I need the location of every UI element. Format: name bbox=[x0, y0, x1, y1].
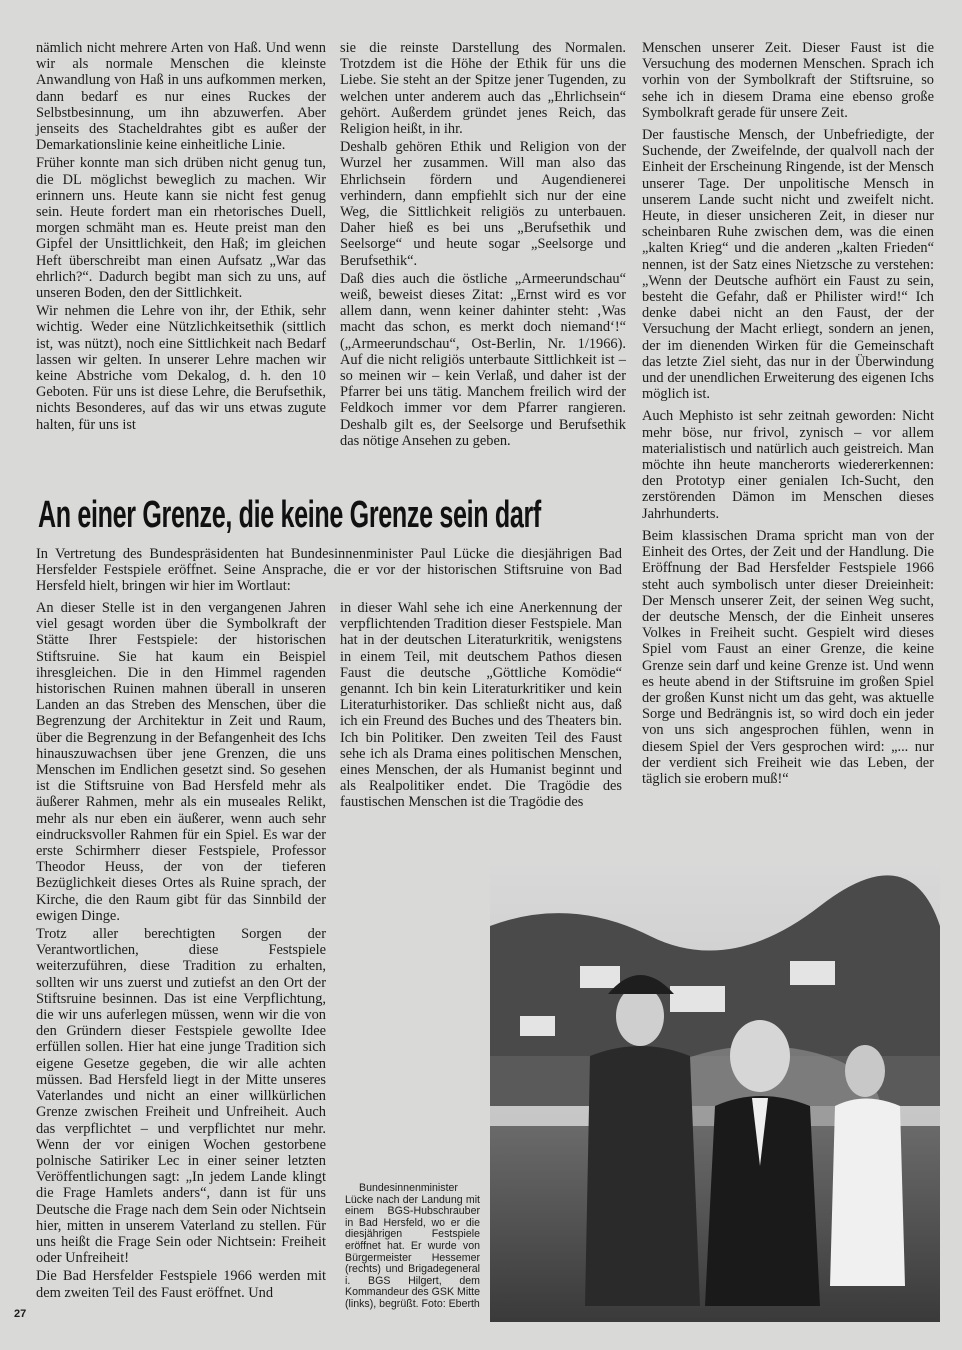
paragraph: An dieser Stelle ist in den vergangenen Jahren viel gesagt worden über die Symbolkraft der Stätte Ihrer Festspiele: der historischen Stiftsruine. Sie hat kaum ein Beispiel ihresgleichen. Die in den Himmel ragenden historischen Ruinen mahnen überall in unseren Landen an das Streben des Menschen, über die Begrenzung der Architektur in Zeit und Raum, über die Begrenzung in der Befangenheit des Ichs hinauszuwachsen über jene Grenzen, die uns Menschen im Endlichen gesetzt sind. So gesehen ist die Stiftsruine von Bad Hersfeld mehr als äußerer Rahmen, mehr als ein museales Relikt, mehr als nur eben ein äußerer, wenn auch sehr eindrucksvoller Rahmen für ein Spiel. Es war der erste Schirmherr dieser Festspiele, Professor Theodor Heuss, der von der tieferen Bezüglichkeit dieses Ortes als Ruine sprach, der Kirche, die den Raum gibt für das Sinnbild der ewigen Dinge. bbox=[36, 600, 326, 924]
paragraph: in dieser Wahl sehe ich eine Anerkennung der verpflichtenden Tradition dieser Festspiele. Man hat in der deutschen Literaturkritik, wenigstens in einem Teil, mit deutschem Pathos diesen Faust die deutsche „Göttliche Komödie“ genannt. Ich bin kein Literaturkritiker und kein Literaturhistoriker. Das schließt nicht aus, daß ich ein Freund des Buches und des Theaters bin. Ich bin Politiker. Den zweiten Teil des Faust sehe ich als Drama eines politischen Menschen, eines Menschen, der als Humanist beginnt und als Realpolitiker endet. Die Tragödie des faustischen Menschen ist die Tragödie des bbox=[340, 600, 622, 811]
article-headline: An einer Grenze, die keine Grenze sein darf bbox=[38, 494, 541, 536]
article-intro: In Vertretung des Bundespräsidenten hat Bundesinnenminister Paul Lücke die diesjährigen Bad Hersfelder Festspiele eröffnet. Seine Ansprache, die er vor der historischen Stiftsruine von Bad Hersfeld hielt, bringen wir hier im Wortlaut: bbox=[36, 546, 622, 595]
top-column-2 bbox=[340, 40, 626, 451]
paragraph: Der faustische Mensch, der Unbefriedigte, der Suchende, der Zweifelnde, der qualvoll nach der Einheit der Erscheinung Ringende, ist der Mensch unserer Tage. Der unpolitische Mensch in unserem Lande sucht nicht und zweifelt nicht. Heute, in dieser unsicheren Zeit, in dieser nur scheinbaren Ruhe zwischen dem, was die einen „kalten Krieg“ und die anderen „kalten Frieden“ nennen, ist der Satz eines Nietzsche zu verstehen: „Wenn der Deutsche aufhört ein Faust zu sein, besteht die Gefahr, daß er Philister wird!“ Ich denke dabei nicht an den Faust, der der Versuchung der Macht erliegt, sondern an jenen, der im dienenden Wirken für die Gemeinschaft das letzte Ziel sieht, das nur in der Überwindung und der unendlichen Erweiterung des eigenen Ichs möglich ist. bbox=[642, 127, 934, 403]
paragraph: nämlich nicht mehrere Arten von Haß. Und wenn wir als normale Menschen die kleinste Anwandlung von Haß in uns aufkommen merken, dann bedarf es nur eines Ruckes der Selbstbesinnung, um ihn abzuwerfen. Aber jenseits des Stacheldrahtes gibt es außer der Demarkationslinie keine einheitliche Linie. bbox=[36, 40, 326, 154]
top-column-1 bbox=[36, 40, 326, 435]
article-column-2 bbox=[340, 600, 622, 813]
paragraph: Menschen unserer Zeit. Dieser Faust ist die Versuchung des modernen Menschen. Sprach ich vorhin von der Symbolkraft der Stiftsruine, so sehe ich in diesem Drama eine ebenso große Symbolkraft gerade für unsere Zeit. bbox=[642, 40, 934, 121]
news-photo bbox=[490, 866, 940, 1322]
article-column-1 bbox=[36, 600, 326, 1303]
paragraph: sie die reinste Darstellung des Normalen. Trotzdem ist die Höhe der Ethik für uns die Liebe. Sie steht an der Spitze jener Tugenden, zu welchen unter anderem auch das „Ehrlichsein“ gehört. Außerdem gründet jenes Reich, das Religion heißt, in ihr. bbox=[340, 40, 626, 138]
paragraph: Auch Mephisto ist sehr zeitnah geworden: Nicht mehr böse, nur frivol, zynisch – vor allem materialistisch und natürlich auch geistreich. Man möchte ihn heute mancherorts wiedererkennen: den Prototyp einer genialen Ich-Sucht, den zerstörenden Dämon im Menschen dieses Jahrhunderts. bbox=[642, 408, 934, 522]
paragraph: Beim klassischen Drama spricht man von der Einheit des Ortes, der Zeit und der Handlung. Die Eröffnung der Bad Hersfelder Festspiele 1966 steht auch symbolisch unter dieser Dreieinheit: Der Mensch unserer Zeit, der seinen Weg sucht, der deutsche Mensch, der die Einheit unseres Volkes in Freiheit sucht. Gespielt wird dieses Spiel vom Faust an einer Grenze, die keine Grenze sein darf und keine Grenze ist. Und wenn es heute abend in der Stiftsruine im großen Spiel der großen Kunst nicht um das geht, was aktuelle Sorge und Bedrängnis ist, so wird doch ein jeder von uns sich angesprochen fühlen, wenn in diesem Spiel der Vers gesprochen wird: „... nur der verdient sich Freiheit wie das Leben, der täglich sie erobern muß!“ bbox=[642, 527, 934, 787]
right-column bbox=[642, 40, 934, 793]
paragraph: Daß dies auch die östliche „Armeerundschau“ weiß, beweist dieses Zitat: „Ernst wird es vor allem dann, wenn keiner dahinter steht: ‚Was macht das schon, es merkt doch niemand‘!“ („Armeerundschau“, Ost-Berlin, Nr. 1/1966). Auf die nicht religiös unterbaute Sittlichkeit ist – so meinen wir – kein Verlaß, und daher ist der Pfarrer bei uns tätig. Manchem freilich wird der Feldkoch immer vor dem Pfarrer rangieren. Deshalb gilt es, der Seelsorge und Berufsethik das nötige Ansehen zu geben. bbox=[340, 270, 626, 449]
paragraph: Die Bad Hersfelder Festspiele 1966 werden mit dem zweiten Teil des Faust eröffnet. Und bbox=[36, 1268, 326, 1301]
paragraph: Wir nehmen die Lehre von ihr, der Ethik, sehr wichtig. Weder eine Nützlichkeitsethik (sittlich ist, was nützt), noch eine Sittlichkeit nach Bedarf lassen wir gelten. In unserer Lehre machen wir keine Abstriche vom Dekalog, d. h. den 10 Geboten. Für uns ist diese Lehre, die Berufsethik, nichts Besonderes, auf das wir uns etwas zugute halten, für uns ist bbox=[36, 303, 326, 433]
page-number: 27 bbox=[14, 1308, 27, 1320]
paragraph: Trotz aller berechtigten Sorgen der Verantwortlichen, diese Festspiele weiterzuführen, diese Tradition zu erhalten, sollten wir uns zuerst und zutiefst an den Ort der Stiftsruine besinnen. Das ist eine Verpflichtung, die wir uns auferlegen müssen, wenn wir die von den Gründern dieser Festspiele gewollte Idee erfüllen sollen. Hier hat eine junge Tradition sich eigene Gesetze gegeben, die wir alle achten müssen. Bad Hersfeld liegt in der Mitte unseres Vaterlandes und nicht an einer willkürlichen Grenze zwischen Freiheit und Unfreiheit. Auch das verpflichtet – und verpflichtet nur mehr. Wenn der vor einigen Wochen gestorbene polnische Satiriker Lec in einer seiner letzten Veröffentlichungen sagt: „In jedem Lande klingt die Frage Hamlets anders“, dann ist für uns Deutsche die Frage nach dem Sein oder Nichtsein hier, mitten in unserem Vaterland zu stellen. Für uns heißt die Frage Sein oder Nichtsein: Freiheit oder Unfreiheit! bbox=[36, 926, 326, 1267]
photo-image bbox=[490, 866, 940, 1322]
photo-caption-text: Bundesinnenminister Lücke nach der Landung mit einem BGS-Hubschrauber in Bad Hersfeld, wo er die diesjährigen Festspiele eröffnet hat. Er wurde von Bürgermeister Hessemer (rechts) und Brigadegeneral i. BGS Hilgert, dem Kommandeur des GSK Mitte (links), begrüßt. Foto: Eberth bbox=[345, 1182, 480, 1310]
photo-caption bbox=[345, 1183, 480, 1311]
paragraph: Früher konnte man sich drüben nicht genug tun, die DL möglichst beweglich zu machen. Wir erinnern uns. Heute kann sie nicht fest genug sein. Heute fordert man ein rhetorisches Duell, morgen schmäht man es. Heute preist man den Gipfel der Unsittlichkeit, den Haß; im gleichen Heft überschreibt man einen Aufsatz „War das ehrlich?“. Dadurch begibt man sich zu uns, auf unseren Boden, den der Sittlichkeit. bbox=[36, 155, 326, 302]
paragraph: Deshalb gehören Ethik und Religion von der Wurzel her zusammen. Will man also das Ehrlichsein fördern und Augendienerei verhindern, dann empfiehlt sich nur der eine Weg, die Sittlichkeit religiös zu unterbauen. Daher hieß es bei uns „Berufsethik und Seelsorge“ und heute sogar „Seelsorge und Berufsethik“. bbox=[340, 139, 626, 269]
